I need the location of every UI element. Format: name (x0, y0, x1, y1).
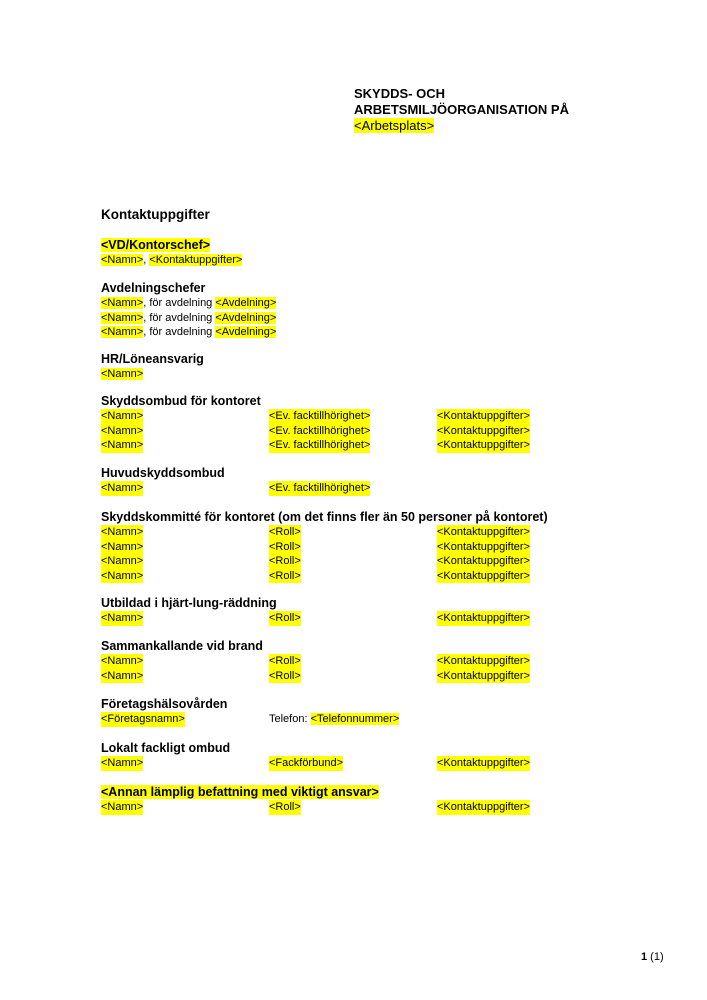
brand-heading: Sammankallande vid brand (101, 639, 263, 653)
contact-cell: <Kontaktuppgifter> (437, 540, 530, 553)
chef-text: , för avdelning (143, 326, 216, 338)
table-row (101, 409, 661, 424)
skyddsombud-heading: Skyddsombud för kontoret (101, 394, 261, 408)
contact-cell: <Kontaktuppgifter> (437, 410, 530, 422)
contact-cell: <Kontaktuppgifter> (437, 655, 530, 667)
union-cell: <Ev. facktillhörighet> (269, 410, 371, 422)
contact-cell: <Kontaktuppgifter> (437, 555, 530, 567)
title-line-1: SKYDDS- OCH (354, 86, 446, 101)
section-vd (101, 238, 661, 268)
contact-cell: <Kontaktuppgifter> (437, 569, 530, 582)
section-skyddsombud (101, 394, 661, 453)
name-cell: <Namn> (101, 424, 144, 437)
table-row (101, 540, 661, 555)
section-brand (101, 639, 661, 683)
company-cell: <Företagsnamn> (101, 713, 185, 725)
section-foretagshalsovard (101, 697, 661, 727)
hlr-heading: Utbildad i hjärt-lung-räddning (101, 596, 277, 610)
name-cell: <Namn> (101, 526, 144, 538)
name-cell: <Namn> (101, 655, 144, 667)
list-item (101, 311, 661, 326)
name-cell: <Namn> (101, 439, 144, 451)
chef-dept: <Avdelning> (215, 326, 277, 338)
section-hr (101, 352, 661, 382)
name-cell: <Namn> (101, 801, 144, 813)
avdelningschefer-heading: Avdelningschefer (101, 281, 206, 295)
contact-cell: <Kontaktuppgifter> (437, 526, 530, 538)
chef-name: <Namn> (101, 297, 144, 309)
phone-value: <Telefonnummer> (310, 713, 400, 725)
vd-heading: <VD/Kontorschef> (101, 238, 211, 252)
chef-name: <Namn> (101, 311, 144, 324)
role-cell: <Roll> (269, 555, 301, 567)
contact-cell: <Kontaktuppgifter> (437, 757, 530, 769)
role-cell: <Roll> (269, 669, 301, 682)
title-line-2: ARBETSMILJÖORGANISATION PÅ (354, 102, 569, 117)
vd-name: <Namn> (101, 254, 144, 266)
table-row (101, 481, 661, 496)
table-row (101, 800, 661, 815)
section-hlr (101, 596, 661, 626)
name-cell: <Namn> (101, 669, 144, 682)
table-row (101, 669, 661, 684)
page-number (641, 951, 664, 963)
phone-label: Telefon: (269, 713, 311, 725)
document-title (354, 86, 569, 134)
table-row (101, 424, 661, 439)
contact-cell: <Kontaktuppgifter> (437, 424, 530, 437)
title-workplace-placeholder: <Arbetsplats> (354, 118, 435, 133)
union-cell: <Fackförbund> (269, 757, 343, 769)
skyddskommitte-heading: Skyddskommitté för kontoret (om det finns fler än 50 personer på kontoret) (101, 510, 548, 524)
section-skyddskommitte (101, 510, 661, 583)
name-cell: <Namn> (101, 569, 144, 582)
union-cell: <Ev. facktillhörighet> (269, 424, 371, 437)
hr-heading: HR/Löneansvarig (101, 352, 204, 366)
section-avdelningschefer (101, 281, 661, 340)
table-row (101, 712, 661, 727)
vd-contact: <Kontaktuppgifter> (149, 254, 243, 266)
vd-separator: , (143, 254, 150, 266)
union-cell: <Ev. facktillhörighet> (269, 439, 371, 451)
role-cell: <Roll> (269, 540, 301, 553)
contact-cell: <Kontaktuppgifter> (437, 669, 530, 682)
section-huvudskyddsombud (101, 466, 661, 496)
list-item (101, 253, 661, 268)
annan-heading: <Annan lämplig befattning med viktigt ansvar> (101, 785, 379, 799)
table-row (101, 654, 661, 669)
contact-cell: <Kontaktuppgifter> (437, 612, 530, 624)
name-cell: <Namn> (101, 555, 144, 567)
fackligt-heading: Lokalt fackligt ombud (101, 741, 231, 755)
chef-text: , för avdelning (143, 311, 216, 324)
list-item (101, 296, 661, 311)
name-cell: <Namn> (101, 540, 144, 553)
list-item (101, 367, 661, 382)
role-cell: <Roll> (269, 569, 301, 582)
foretagshalsovard-heading: Företagshälsovården (101, 697, 228, 711)
chef-dept: <Avdelning> (215, 311, 277, 324)
role-cell: <Roll> (269, 801, 301, 813)
chef-text: , för avdelning (143, 297, 216, 309)
name-cell: <Namn> (101, 482, 144, 494)
table-row (101, 554, 661, 569)
chef-name: <Namn> (101, 326, 144, 338)
table-row (101, 569, 661, 584)
table-row (101, 611, 661, 626)
table-row (101, 525, 661, 540)
role-cell: <Roll> (269, 612, 301, 624)
union-cell: <Ev. facktillhörighet> (269, 482, 371, 494)
table-row (101, 756, 661, 771)
huvudskyddsombud-heading: Huvudskyddsombud (101, 466, 225, 480)
contact-cell: <Kontaktuppgifter> (437, 439, 530, 451)
name-cell: <Namn> (101, 410, 144, 422)
name-cell: <Namn> (101, 757, 144, 769)
name-cell: <Namn> (101, 612, 144, 624)
section-fackligt (101, 741, 661, 771)
page-total: (1) (647, 951, 664, 963)
role-cell: <Roll> (269, 655, 301, 667)
chef-dept: <Avdelning> (215, 297, 277, 309)
role-cell: <Roll> (269, 526, 301, 538)
table-row (101, 438, 661, 453)
list-item (101, 325, 661, 340)
page-current: 1 (641, 951, 648, 963)
hr-name: <Namn> (101, 368, 144, 380)
section-annan (101, 785, 661, 815)
contact-cell: <Kontaktuppgifter> (437, 801, 530, 813)
contact-heading: Kontaktuppgifter (101, 207, 210, 222)
